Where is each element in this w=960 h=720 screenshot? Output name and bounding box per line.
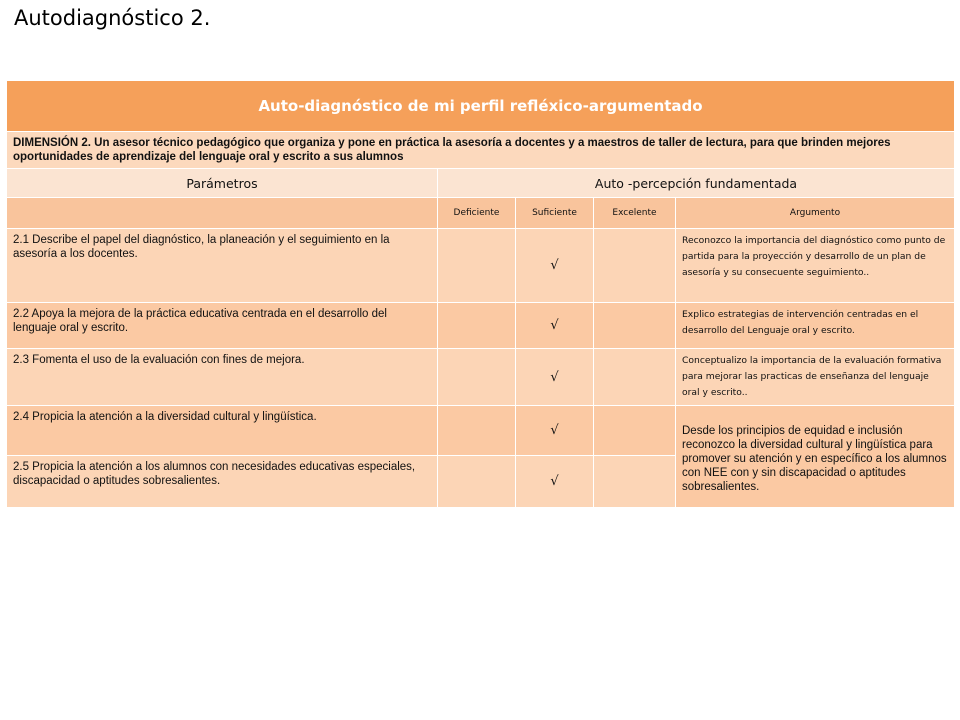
parameter-cell: 2.4 Propicia la atención a la diversidad cultural y lingüística. xyxy=(7,406,438,456)
argument-cell: Conceptualizo la importancia de la evaluación formativa para mejorar las practicas de enseñanza del lenguaje oral y escrito.. xyxy=(676,349,955,406)
column-header-argumento: Argumento xyxy=(676,198,955,229)
table-row xyxy=(7,406,955,456)
column-header-suficiente: Suficiente xyxy=(516,198,594,229)
excelente-cell xyxy=(594,349,676,406)
blank-header-cell xyxy=(7,198,438,229)
parameter-cell: 2.3 Fomenta el uso de la evaluación con fines de mejora. xyxy=(7,349,438,406)
argument-cell: Desde los principios de equidad e inclusión reconozco la diversidad cultural y lingüística para promover su atención y en específico a los alumnos con NEE con y sin discapacidad o aptitudes sobresalientes. xyxy=(676,406,955,508)
deficiente-cell xyxy=(438,456,516,508)
excelente-cell xyxy=(594,406,676,456)
slide-title: Autodiagnóstico 2. xyxy=(14,6,211,30)
excelente-cell xyxy=(594,229,676,303)
deficiente-cell xyxy=(438,406,516,456)
suficiente-check: √ xyxy=(516,349,594,406)
excelente-cell xyxy=(594,303,676,349)
deficiente-cell xyxy=(438,349,516,406)
column-header-deficiente: Deficiente xyxy=(438,198,516,229)
suficiente-check: √ xyxy=(516,303,594,349)
suficiente-check: √ xyxy=(516,456,594,508)
table-row xyxy=(7,349,955,406)
argument-cell: Reconozco la importancia del diagnóstico como punto de partida para la proyección y desarrollo de un plan de asesoría y su consecuente seguimiento.. xyxy=(676,229,955,303)
autopercepcion-header: Auto -percepción fundamentada xyxy=(438,169,955,198)
dimension-text: Un asesor técnico pedagógico que organiza y pone en práctica la asesoría a docentes y a maestros de taller de lectura, para que brinden mejores oportunidades de aprendizaje del lenguaje oral y escrito a sus alumnos xyxy=(13,137,891,163)
column-header-excelente: Excelente xyxy=(594,198,676,229)
self-diagnosis-table xyxy=(6,80,955,508)
deficiente-cell xyxy=(438,229,516,303)
excelente-cell xyxy=(594,456,676,508)
suficiente-check: √ xyxy=(516,229,594,303)
parametros-header: Parámetros xyxy=(7,169,438,198)
deficiente-cell xyxy=(438,303,516,349)
dimension-description xyxy=(7,132,955,169)
table-title: Auto-diagnóstico de mi perfil refléxico-argumentado xyxy=(7,81,955,132)
table-row xyxy=(7,229,955,303)
table-row xyxy=(7,303,955,349)
argument-cell: Explico estrategias de intervención centradas en el desarrollo del Lenguaje oral y escrito. xyxy=(676,303,955,349)
parameter-cell: 2.1 Describe el papel del diagnóstico, la planeación y el seguimiento en la asesoría a los docentes. xyxy=(7,229,438,303)
dimension-label: DIMENSIÓN 2. xyxy=(13,137,91,149)
suficiente-check: √ xyxy=(516,406,594,456)
parameter-cell: 2.5 Propicia la atención a los alumnos con necesidades educativas especiales, discapacidad o aptitudes sobresalientes. xyxy=(7,456,438,508)
parameter-cell: 2.2 Apoya la mejora de la práctica educativa centrada en el desarrollo del lenguaje oral y escrito. xyxy=(7,303,438,349)
